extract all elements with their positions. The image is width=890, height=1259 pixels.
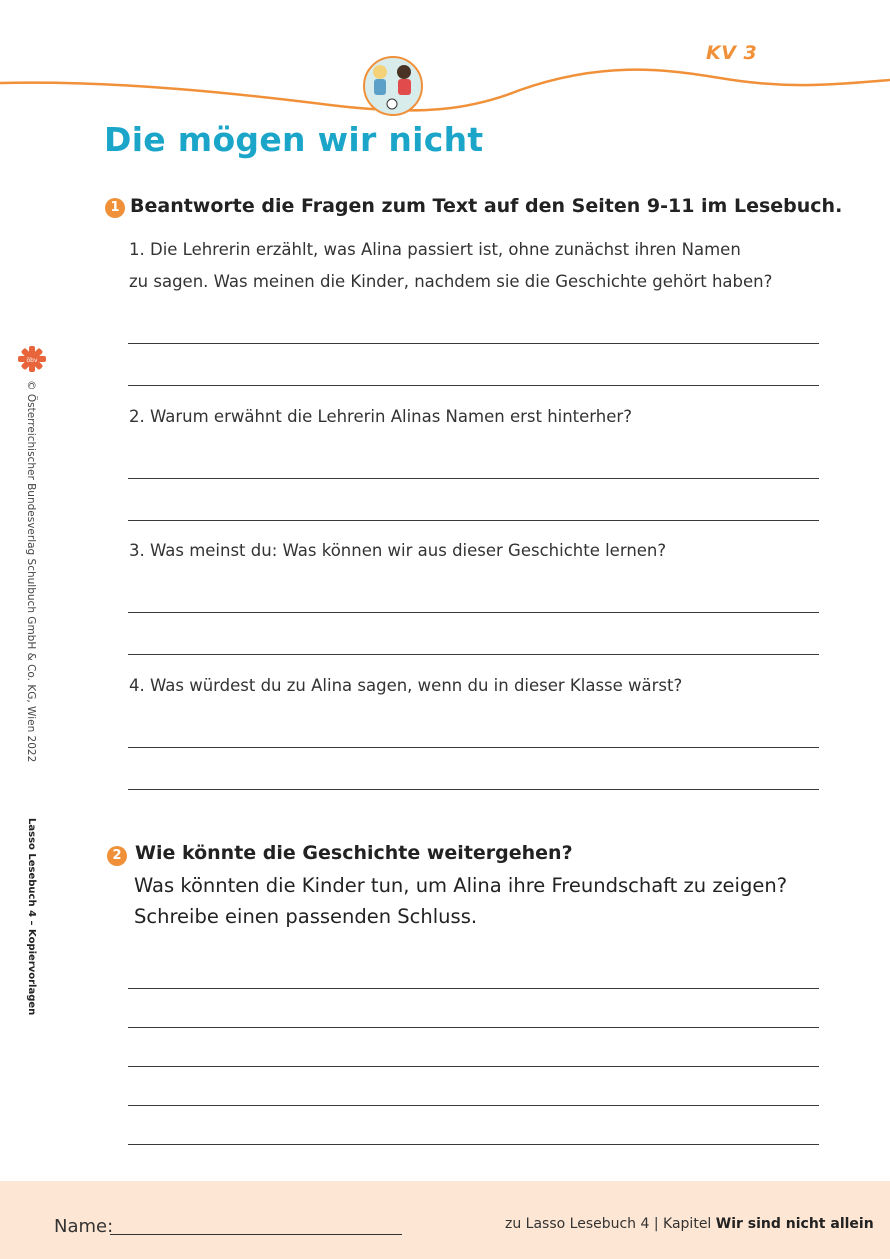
question-2: 2. Warum erwähnt die Lehrerin Alinas Namen erst hinterher? — [129, 407, 632, 426]
answer-line[interactable] — [128, 385, 819, 386]
answer-line[interactable] — [128, 747, 819, 748]
task2-number-badge: 2 — [107, 846, 127, 866]
answer-line[interactable] — [128, 612, 819, 613]
task1-number-badge: 1 — [105, 198, 125, 218]
name-label: Name: — [54, 1216, 114, 1237]
question-4: 4. Was würdest du zu Alina sagen, wenn du in dieser Klasse wärst? — [129, 676, 683, 695]
header-wave — [0, 0, 890, 130]
publisher-logo-icon — [18, 346, 46, 372]
copyright-notice: © Österreichischer Bundesverlag Schulbuch GmbH & Co. KG, Wien 2022 — [25, 380, 37, 763]
task2-instruction-1: Was könnten die Kinder tun, um Alina ihre Freundschaft zu zeigen? — [134, 874, 788, 897]
answer-line[interactable] — [128, 478, 819, 479]
chapter-reference — [505, 1216, 874, 1232]
answer-line[interactable] — [128, 988, 819, 989]
chapter-title: Wir sind nicht allein — [715, 1216, 874, 1232]
answer-line[interactable] — [128, 520, 819, 521]
answer-line[interactable] — [128, 1105, 819, 1106]
question-1-line-2: zu sagen. Was meinen die Kinder, nachdem sie die Geschichte gehört haben? — [129, 272, 773, 291]
answer-line[interactable] — [128, 789, 819, 790]
answer-line[interactable] — [128, 1027, 819, 1028]
question-3: 3. Was meinst du: Was können wir aus dieser Geschichte lernen? — [129, 541, 667, 560]
name-input-line[interactable] — [110, 1234, 402, 1235]
chapter-reference-prefix: zu Lasso Lesebuch 4 | Kapitel — [505, 1216, 716, 1232]
answer-line[interactable] — [128, 1144, 819, 1145]
question-1-line-1: 1. Die Lehrerin erzählt, was Alina passiert ist, ohne zunächst ihren Namen — [129, 240, 741, 259]
answer-line[interactable] — [128, 343, 819, 344]
logo-text: öbv — [26, 357, 38, 364]
book-series-label: Lasso Lesebuch 4 – Kopiervorlagen — [26, 818, 37, 1016]
kids-playing-illustration — [364, 57, 422, 115]
task2-heading: Wie könnte die Geschichte weitergehen? — [135, 842, 573, 864]
page-title: Die mögen wir nicht — [104, 120, 484, 159]
task2-instruction-2: Schreibe einen passenden Schluss. — [134, 905, 478, 928]
answer-line[interactable] — [128, 1066, 819, 1067]
answer-line[interactable] — [128, 654, 819, 655]
task1-heading: Beantworte die Fragen zum Text auf den Seiten 9-11 im Lesebuch. — [130, 195, 843, 217]
sheet-code: KV 3 — [706, 42, 758, 64]
